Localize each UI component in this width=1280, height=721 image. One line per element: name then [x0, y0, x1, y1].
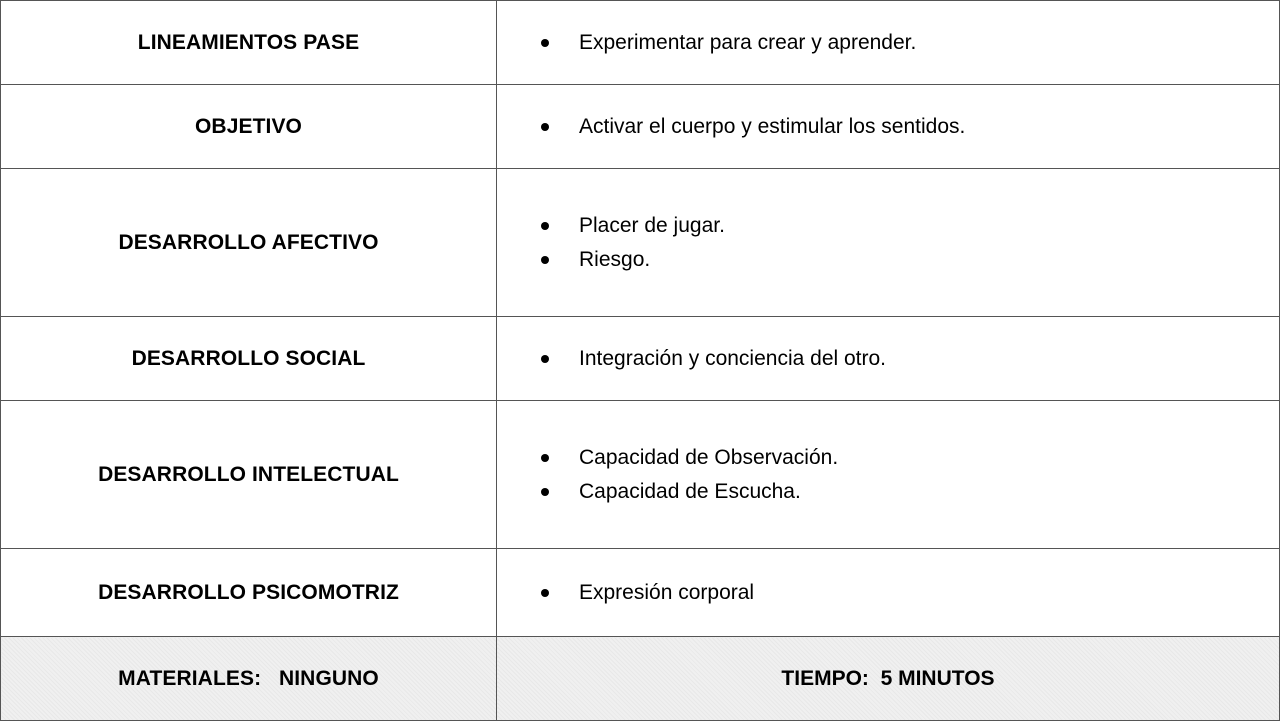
row-label: DESARROLLO PSICOMOTRIZ	[1, 549, 497, 637]
row-desarrollo-afectivo	[1, 169, 1280, 317]
bullet-dot-icon	[541, 222, 549, 230]
materiales-cell	[1, 637, 497, 721]
tiempo-text: TIEMPO: 5 MINUTOS	[781, 666, 995, 690]
bullet-list	[497, 110, 1279, 144]
list-item-text: Integración y conciencia del otro.	[579, 346, 887, 370]
row-content	[497, 1, 1280, 85]
row-content	[497, 85, 1280, 169]
bullet-list	[497, 342, 1279, 376]
row-desarrollo-social	[1, 317, 1280, 401]
row-lineamientos	[1, 1, 1280, 85]
row-desarrollo-psicomotriz	[1, 549, 1280, 637]
list-item	[541, 576, 1279, 610]
row-objetivo	[1, 85, 1280, 169]
row-label: DESARROLLO AFECTIVO	[1, 169, 497, 317]
row-label: OBJETIVO	[1, 85, 497, 169]
row-label: LINEAMIENTOS PASE	[1, 1, 497, 85]
list-item-text: Placer de jugar.	[579, 213, 725, 237]
bullet-list	[497, 441, 1279, 509]
row-label: DESARROLLO SOCIAL	[1, 317, 497, 401]
row-content	[497, 169, 1280, 317]
list-item-text: Capacidad de Escucha.	[579, 479, 801, 503]
list-item-text: Capacidad de Observación.	[579, 445, 839, 469]
list-item	[541, 243, 1279, 277]
list-item-text: Activar el cuerpo y estimular los sentidos.	[579, 114, 966, 138]
row-label: DESARROLLO INTELECTUAL	[1, 401, 497, 549]
list-item	[541, 209, 1279, 243]
bullet-dot-icon	[541, 454, 549, 462]
tiempo-cell	[497, 637, 1280, 721]
list-item-text: Expresión corporal	[579, 580, 755, 604]
bullet-dot-icon	[541, 256, 549, 264]
row-content	[497, 549, 1280, 637]
bullet-dot-icon	[541, 123, 549, 131]
list-item	[541, 475, 1279, 509]
list-item	[541, 441, 1279, 475]
list-item-text: Riesgo.	[579, 247, 651, 271]
bullet-list	[497, 209, 1279, 277]
list-item	[541, 26, 1279, 60]
bullet-list	[497, 576, 1279, 610]
row-desarrollo-intelectual	[1, 401, 1280, 549]
footer-row	[1, 637, 1280, 721]
materiales-text: MATERIALES: NINGUNO	[118, 666, 379, 690]
list-item-text: Experimentar para crear y aprender.	[579, 30, 917, 54]
bullet-dot-icon	[541, 355, 549, 363]
bullet-dot-icon	[541, 589, 549, 597]
bullet-dot-icon	[541, 39, 549, 47]
row-content	[497, 401, 1280, 549]
row-content	[497, 317, 1280, 401]
bullet-list	[497, 26, 1279, 60]
bullet-dot-icon	[541, 488, 549, 496]
list-item	[541, 342, 1279, 376]
list-item	[541, 110, 1279, 144]
